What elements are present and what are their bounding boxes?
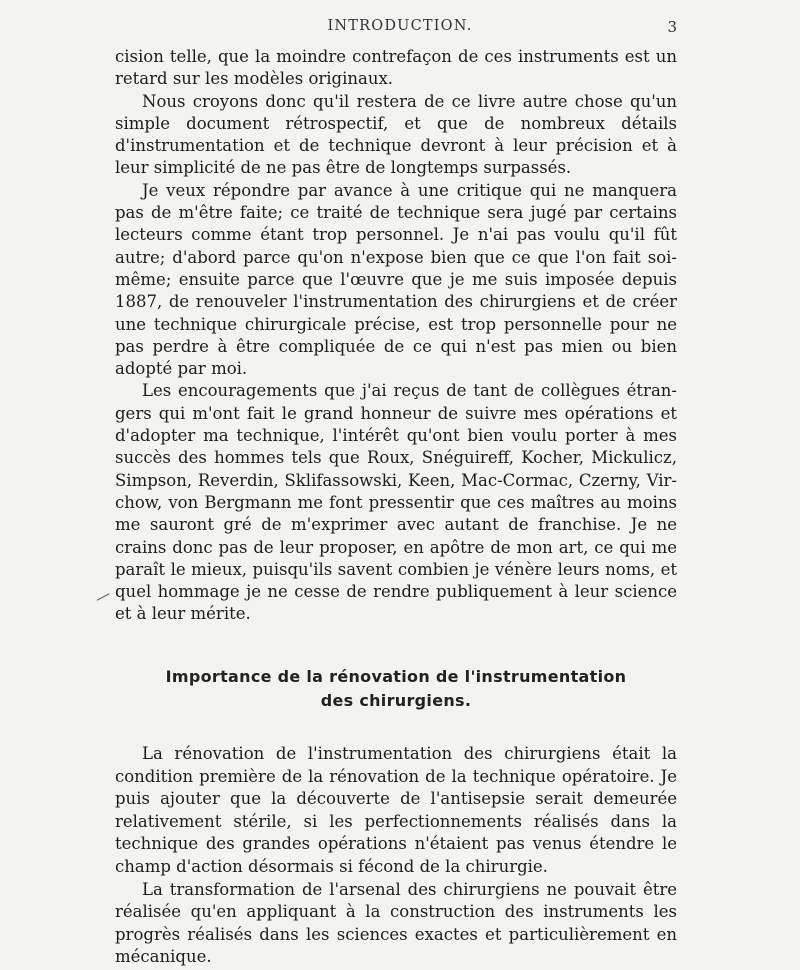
body-text bbox=[115, 46, 677, 626]
chapter-title: INTRODUCTION. bbox=[327, 18, 473, 34]
ink-mark bbox=[97, 593, 114, 608]
paragraph: Les encouragements que j'ai reçus de tant de collègues étrangers qui m'ont fait le grand honneur de suivre mes opérations et d'adopter ma technique, l'intérêt qu'ont bien voulu porter à mes succès des hommes tels que Roux, Snéguireff, Kocher, Mickulicz, Simpson, Reverdin, Sklifassowski, Keen, Mac-Cormac, Czerny, Virchow, von Bergmann me font pressentir que ces maîtres au moins me sauront gré de m'exprimer avec autant de franchise. Je ne crains donc pas de leur proposer, en apôtre de mon art, ce qui me paraît le mieux, puisqu'ils savent combien je vénère leurs noms, et quel hommage je ne cesse de rendre publiquement à leur science et à leur mérite. bbox=[115, 381, 677, 624]
paragraph: Je veux répondre par avance à une critique qui ne manquera pas de m'être faite; ce traité de technique sera jugé par certains lecteurs comme étant trop personnel. Je n'ai pas voulu qu'il fût autre; d'abord parce qu'on n'expose bien que ce que l'on fait soi-même; ensuite parce que l'œuvre que je me suis imposée depuis 1887, de renouveler l'instrumentation des chirurgiens et de créer une technique chirurgicale précise, est trop personnelle pour ne pas perdre à être compliquée de ce qui n'est pas mien ou bien adopté par moi. bbox=[115, 180, 677, 379]
section-heading bbox=[115, 665, 677, 713]
paragraph: La rénovation de l'instrumentation des chirurgiens était la condition première de la rénovation de la technique opératoire. Je puis ajouter que la découverte de l'antisepsie serait demeurée relativement stérile, si les perfectionnements réalisés dans la technique des grandes opérations n'étaient pas venus étendre le champ d'action désormais si fécond de la chirurgie. bbox=[115, 744, 677, 876]
running-header bbox=[115, 18, 685, 42]
paragraph-continued: cision telle, que la moindre contrefaçon de ces instruments est un retard sur les modèles originaux. bbox=[115, 47, 677, 89]
section-text bbox=[115, 743, 677, 969]
page-number: 3 bbox=[667, 18, 677, 36]
section-heading-line: des chirurgiens. bbox=[320, 691, 472, 710]
paragraph: Nous croyons donc qu'il restera de ce livre autre chose qu'un simple document rétrospectif, et que de nombreux détails d'instrumentation et de technique devront à leur précision et à leur simplicité de ne pas être de longtemps surpassés. bbox=[115, 91, 677, 178]
section-heading-line: Importance de la rénovation de l'instrumentation bbox=[165, 667, 627, 686]
paragraph: La transformation de l'arsenal des chirurgiens ne pouvait être réalisée qu'en appliquant à la construction des instruments les progrès réalisés dans les sciences exactes et particulièrement en mécanique. bbox=[115, 879, 677, 967]
